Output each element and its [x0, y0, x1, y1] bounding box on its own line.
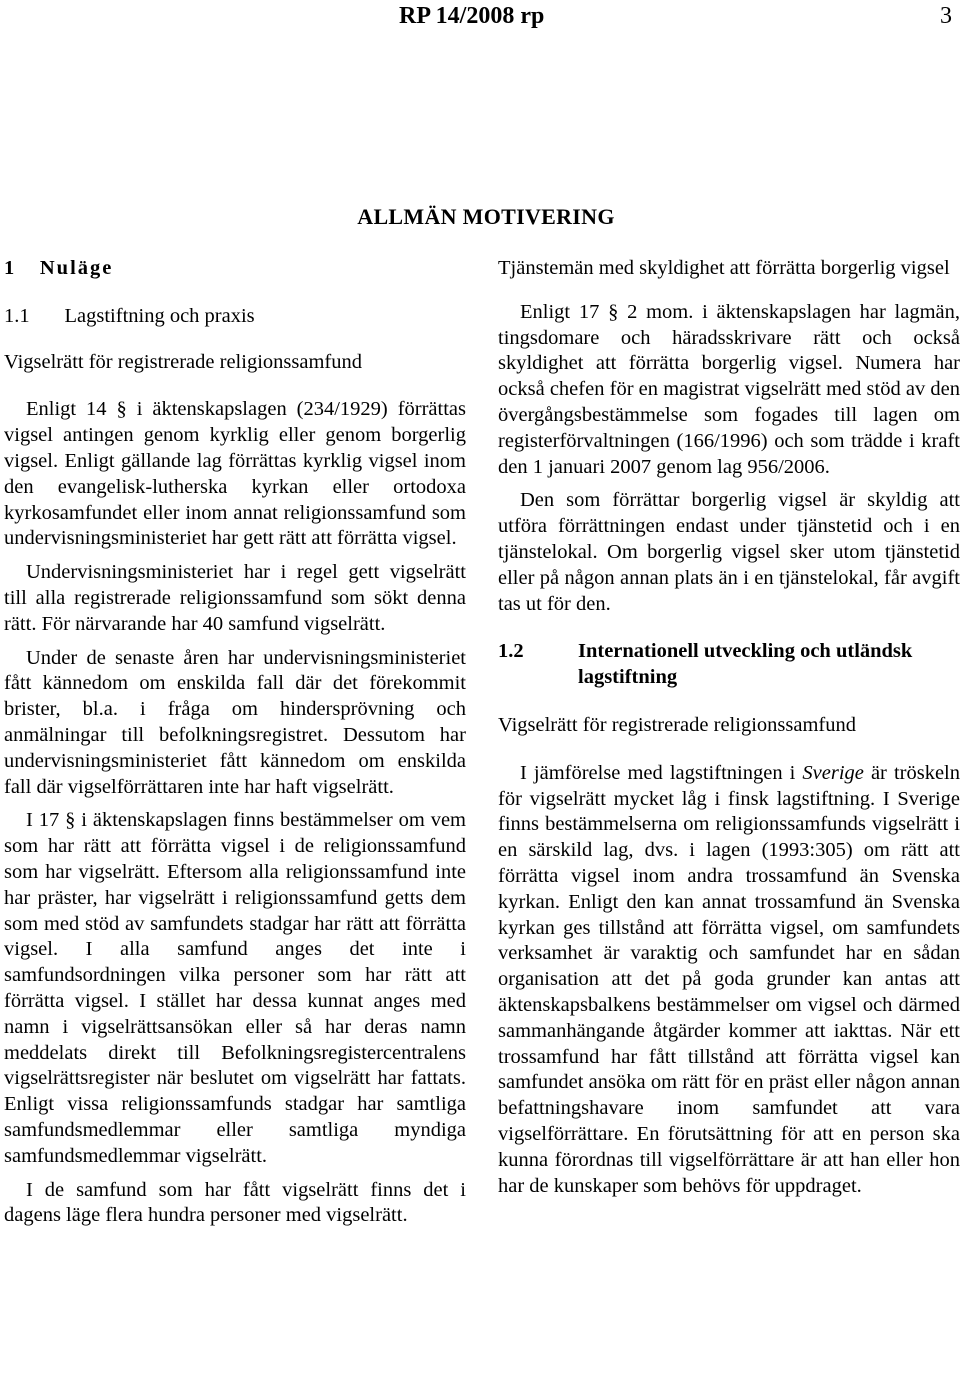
paragraph: Enligt 14 § i äktenskapslagen (234/1929) förrättas vigsel antingen genom kyrklig eller genom borgerlig vigsel. Enligt gällande lag förrättas kyrklig vigsel inom den evangelisk-lutherska kyrkan eller ortodoxa kyrkosamfundet eller inom annat religionssamfund som undervisningsministeriet har gett rätt att förrätta vigsel.: [4, 398, 466, 550]
heading-nulage: [4, 256, 466, 282]
heading-text: Nuläge: [39, 257, 114, 279]
subheading-text: Lagstiftning och praxis: [64, 304, 255, 327]
left-column: [4, 256, 466, 1229]
paragraph-part: är tröskeln för vigselrätt mycket låg i finsk lagstiftning. I Sverige finns bestämmelserna om religionssamfunds vigselrätt i en särskild lag, dvs. i lagen (1993:305) om rätt att förrätta vigsel inom andra trossamfund än Svenska kyrkan. Enligt den kan annat trossamfund än Svenska kyrkan ges tillstånd att förrätta vigsel, om samfundets verksamhet är varaktig och samfundet har en sådan organisation att det på goda grunder kan antas att äktenskapsbalkens bestämmelser om vigsel och därmed sammanhängande åtgärder kommer att iakttas. När ett trossamfund har fått tillstånd att förrätta vigsel kan samfundet ansöka om rätt för en präst eller någon annan befattningshavare inom samfundet att vara vigselförrättare. En förutsättning för att en person ska kunna förordnas till vigselförrättare är att han eller hon har de kunskaper som behövs för uppdraget.: [498, 761, 960, 1197]
running-header: [0, 0, 960, 40]
paragraph: Den som förrättar borgerlig vigsel är skyldig att utföra förrättningen endast under tjänstetid och i en tjänstelokal. Om borgerlig vigsel sker utom tjänstetid eller på någon annan plats än i en tjänstelokal, får avgift tas ut för den.: [498, 489, 960, 615]
subheading-text: Internationell utveckling och utländsk lagstiftning: [578, 640, 913, 689]
paragraph-part: I jämförelse med lagstiftningen i: [520, 761, 803, 784]
paragraph: Enligt 17 § 2 mom. i äktenskapslagen har lagmän, tingsdomare och häradsskrivare rätt och också skyldighet att förrätta borgerlig vigsel. Numera har också chefen för en magistrat vigselrätt med stöd av den övergångsbestämmelse som fogades till lagen om registerförvaltningen (166/1996) och som trädde i kraft den 1 januari 2007 genom lag 956/2006.: [498, 300, 960, 478]
paragraph-sverige: [498, 761, 960, 1200]
topic-heading-tjansteman: Tjänstemän med skyldighet att förrätta borgerlig vigsel: [498, 257, 950, 279]
paragraph: I 17 § i äktenskapslagen finns bestämmelser om vem som har rätt att förrätta vigsel i de religionssamfund som har vigselrätt. Eftersom alla religionssamfund inte har präster, har vigselrätt i religionssamfund getts dem som med stöd av samfundets stadgar har rätt att förrätta vigsel. I alla samfund anges det inte i samfundsordningen vilka personer som har rätt att förrätta vigsel. I stället har dessa kunnat anges med namn i vigselrättsansökan eller så har deras namn meddelats direkt till Befolkningsregistercentralens vigselrättsregister när beslutet om vigselrätt har fattats. Enligt vissa religionssamfunds stadgar har samtliga samfundsmedlemmar eller samtliga myndiga samfundsmedlemmar vigselrätt.: [4, 809, 466, 1167]
document-id: RP 14/2008 rp: [399, 3, 545, 29]
right-column: [498, 256, 960, 1199]
paragraph: I de samfund som har fått vigselrätt finns det i dagens läge flera hundra personer med vigselrätt.: [4, 1178, 466, 1227]
topic-heading: Vigselrätt för registrerade religionssamfund: [4, 350, 362, 373]
page-number: 3: [940, 3, 952, 29]
subheading-lagstiftning: [4, 304, 466, 330]
paragraph: Under de senaste åren har undervisningsministeriet fått kännedom om enskilda fall där det förekommit brister, bl.a. i fråga om hindersprövning och anmälningar till befolkningsregistret. Dessutom har undervisningsministeriet fått kännedom om enskilda fall där vigselförrättaren inte har haft vigselrätt.: [4, 646, 466, 798]
topic-heading: Vigselrätt för registrerade religionssamfund: [498, 713, 856, 736]
section-heading: [0, 204, 960, 230]
paragraph: Undervisningsministeriet har i regel gett vigselrätt till alla registrerade religionssamfund som sökt denna rätt. För närvarande har 40 samfund vigselrätt.: [4, 561, 466, 635]
heading-number: 1: [4, 257, 15, 279]
subheading-internationell: [498, 639, 960, 691]
subheading-number: 1.1: [4, 304, 30, 327]
section-heading-text: ALLMÄN MOTIVERING: [357, 204, 615, 229]
subheading-number: 1.2: [498, 640, 524, 663]
country-emphasis: Sverige: [802, 761, 864, 784]
